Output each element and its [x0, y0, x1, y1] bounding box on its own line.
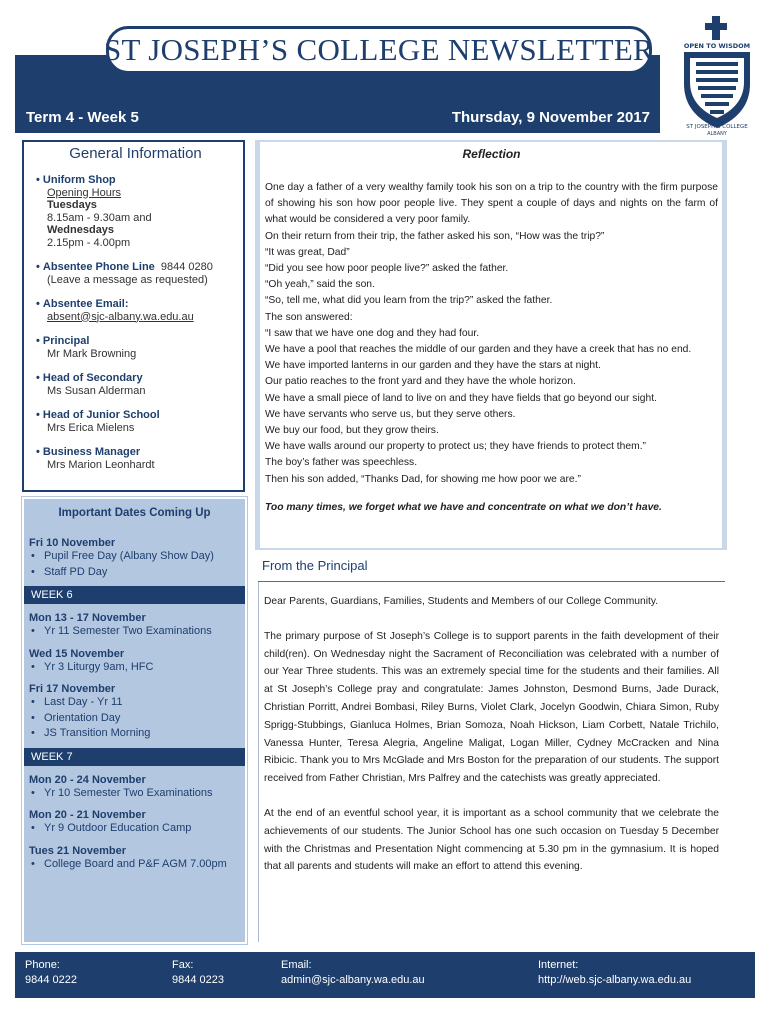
week-band: WEEK 7: [24, 748, 245, 766]
uniform-shop-info: • Uniform Shop Opening Hours Tuesdays 8.15am - 9.30am and Wednesdays 2.15pm - 4.00pm: [36, 174, 152, 249]
date-heading: Mon 20 - 21 November: [29, 809, 146, 821]
reflection-line: “I saw that we have one dog and they had four.: [265, 327, 480, 339]
reflection-line: On their return from their trip, the father asked his son, “How was the trip?”: [265, 230, 605, 242]
reflection-line: Then his son added, “Thanks Dad, for showing me how poor we are.”: [265, 473, 581, 485]
business-manager-info: • Business Manager Mrs Marion Leonhardt: [36, 446, 155, 471]
date-heading: Fri 17 November: [29, 683, 116, 695]
date-event-list: [24, 821, 245, 837]
reflection-story: [265, 180, 718, 488]
date-event-item: • Last Day - Yr 11: [29, 695, 245, 711]
absentee-phone-info: • Absentee Phone Line 9844 0280 (Leave a message as requested): [36, 261, 213, 286]
principal-info: • Principal Mr Mark Browning: [36, 335, 137, 360]
date-event-item: • Orientation Day: [29, 711, 245, 727]
footer-fax: Fax: 9844 0223: [172, 959, 224, 986]
reflection-panel: [255, 140, 727, 550]
date-event-item: • Yr 3 Liturgy 9am, HFC: [29, 660, 245, 676]
reflection-line: “Did you see how poor people live?” asked the father.: [265, 263, 509, 275]
absentee-email-info: • Absentee Email: absent@sjc-albany.wa.edu.au: [36, 298, 235, 323]
principal-paragraph: At the end of an eventful school year, it is important as a school community that we celebrate the achievements of our students. The Junior School has one such occasion on Tuesday 5 December with the Christmas and Presentation Night commencing at 5.30 pm in the gymnasium. It is hoped that all parents and students will make an effort to attend this evening.: [264, 807, 719, 873]
head-of-secondary-info: • Head of Secondary Ms Susan Alderman: [36, 372, 146, 397]
date-heading: Wed 15 November: [29, 647, 125, 660]
important-dates-list: [24, 537, 245, 872]
reflection-line: “It was great, Dad”: [265, 246, 350, 258]
date-event-list: [24, 786, 245, 802]
newsletter-title: ST JOSEPH’S COLLEGE NEWSLETTER: [103, 32, 655, 67]
absentee-phone-number: 9844 0280: [160, 261, 213, 273]
footer-internet: Internet: http://web.sjc-albany.wa.edu.au: [538, 959, 692, 986]
reflection-line: We have imported lanterns in our garden and they have the stars at night.: [265, 360, 601, 372]
date-event-list: [24, 695, 245, 742]
crest-motto: OPEN TO WISDOM: [683, 42, 751, 50]
reflection-line: One day a father of a very wealthy family took his son on a trip to the country with the firm purpose of showing his son how poor people live. They spent a couple of days and nights on the farm of what would be considered a very poor family.: [265, 182, 718, 226]
reflection-line: We have a small piece of land to live on and they have fields that go beyond our sight.: [265, 392, 657, 404]
principal-side-rule: [258, 582, 259, 942]
week-band: WEEK 6: [24, 586, 245, 604]
principal-paragraph: Dear Parents, Guardians, Families, Students and Members of our College Community.: [264, 596, 659, 607]
principal-heading: From the Principal: [262, 558, 368, 573]
website-link[interactable]: http://web.sjc-albany.wa.edu.au: [538, 974, 692, 986]
reflection-title: Reflection: [462, 147, 521, 161]
date-event-list: [24, 549, 245, 580]
date-event-item: • JS Transition Morning: [29, 726, 245, 742]
date-heading: Mon 13 - 17 November: [29, 612, 146, 624]
reflection-line: “So, tell me, what did you learn from the trip?” asked the father.: [265, 295, 553, 307]
date-heading: Fri 10 November: [29, 537, 116, 549]
term-week: Term 4 - Week 5: [26, 109, 139, 126]
date-heading: Mon 20 - 24 November: [29, 773, 146, 786]
general-information-box: [22, 140, 245, 492]
reflection-line: “Oh yeah,” said the son.: [265, 279, 375, 291]
date-event-item: • Yr 10 Semester Two Examinations: [29, 786, 245, 802]
reflection-line: We have servants who serve us, but they serve others.: [265, 408, 516, 420]
crest-text: ST JOSEPH’S COLLEGE: [686, 124, 748, 130]
newsletter-title-box: [103, 26, 655, 74]
contact-footer: [15, 952, 755, 998]
footer-email: Email: admin@sjc-albany.wa.edu.au: [281, 959, 425, 986]
crest-town: ALBANY: [707, 131, 727, 137]
date-event-item: • Yr 11 Semester Two Examinations: [29, 624, 245, 640]
date-event-item: • College Board and P&F AGM 7.00pm: [29, 857, 245, 873]
principal-divider: [258, 581, 725, 582]
reflection-line: We buy our food, but they grow theirs.: [265, 425, 439, 437]
college-crest-logo: [672, 14, 762, 139]
head-of-junior-school-info: • Head of Junior School Mrs Erica Mielens: [36, 409, 160, 434]
reflection-line: We have a pool that reaches the middle of our garden and they have a creek that has no end.: [265, 344, 692, 356]
footer-phone: Phone: 9844 0222: [25, 959, 77, 986]
reflection-line: The boy’s father was speechless.: [265, 457, 418, 469]
principal-paragraph: The primary purpose of St Joseph’s College is to support parents in the faith development of their child(ren). On Wednesday night the Sacrament of Reconciliation was celebrated with a number of our Year Three students. This was an extremely special time for the students and their families. All at St Joseph’s College pray and congratulate: James Johnston, Desmond Burns, Jade Durack, Christian Porritt, Andrei Bombasi, Riley Burns, Violet Clark, Jocelyn Goodwin, Chiara Simon, Ruby Sprigg-Stubbings, Gianluca Holmes, Brian Somoza, Noah Hickson, Liam Corbett, Natale Trichilo, Vanessa Hunter, Teresa Alegria, Angeline Maligat, Logan Miller, Cydney McCracken and Nina Ribicic. Thank you to Mrs McGlade and Mrs Boston for the preparation of our students. The support received from Father Christian, Mrs Palfrey and the catechists was greatly appreciated.: [264, 630, 719, 785]
email-link[interactable]: admin@sjc-albany.wa.edu.au: [281, 974, 425, 986]
reflection-line: We have walls around our property to protect us; they have friends to protect them.”: [265, 441, 646, 453]
principal-message: [264, 593, 719, 893]
date-event-list: [24, 624, 245, 640]
date-heading: Tues 21 November: [29, 844, 127, 857]
date-event-item: • Staff PD Day: [29, 565, 245, 581]
reflection-closing: Too many times, we forget what we have and concentrate on what we don’t have.: [265, 501, 662, 513]
date-event-list: [24, 857, 245, 873]
general-information-title: General Information: [69, 145, 202, 162]
important-dates-title: Important Dates Coming Up: [58, 507, 211, 519]
reflection-line: Our patio reaches to the front yard and they have the whole horizon.: [265, 376, 576, 388]
phone-number: 9844 0222: [25, 974, 77, 986]
absentee-email-link[interactable]: absent@sjc-albany.wa.edu.au: [47, 310, 194, 323]
reflection-line: The son answered:: [265, 311, 353, 323]
date-event-item: • Pupil Free Day (Albany Show Day): [29, 549, 245, 565]
important-dates-box: [22, 497, 247, 944]
date-event-item: • Yr 9 Outdoor Education Camp: [29, 821, 245, 837]
fax-number: 9844 0223: [172, 974, 224, 986]
date-event-list: [24, 660, 245, 676]
issue-date: Thursday, 9 November 2017: [451, 109, 650, 126]
